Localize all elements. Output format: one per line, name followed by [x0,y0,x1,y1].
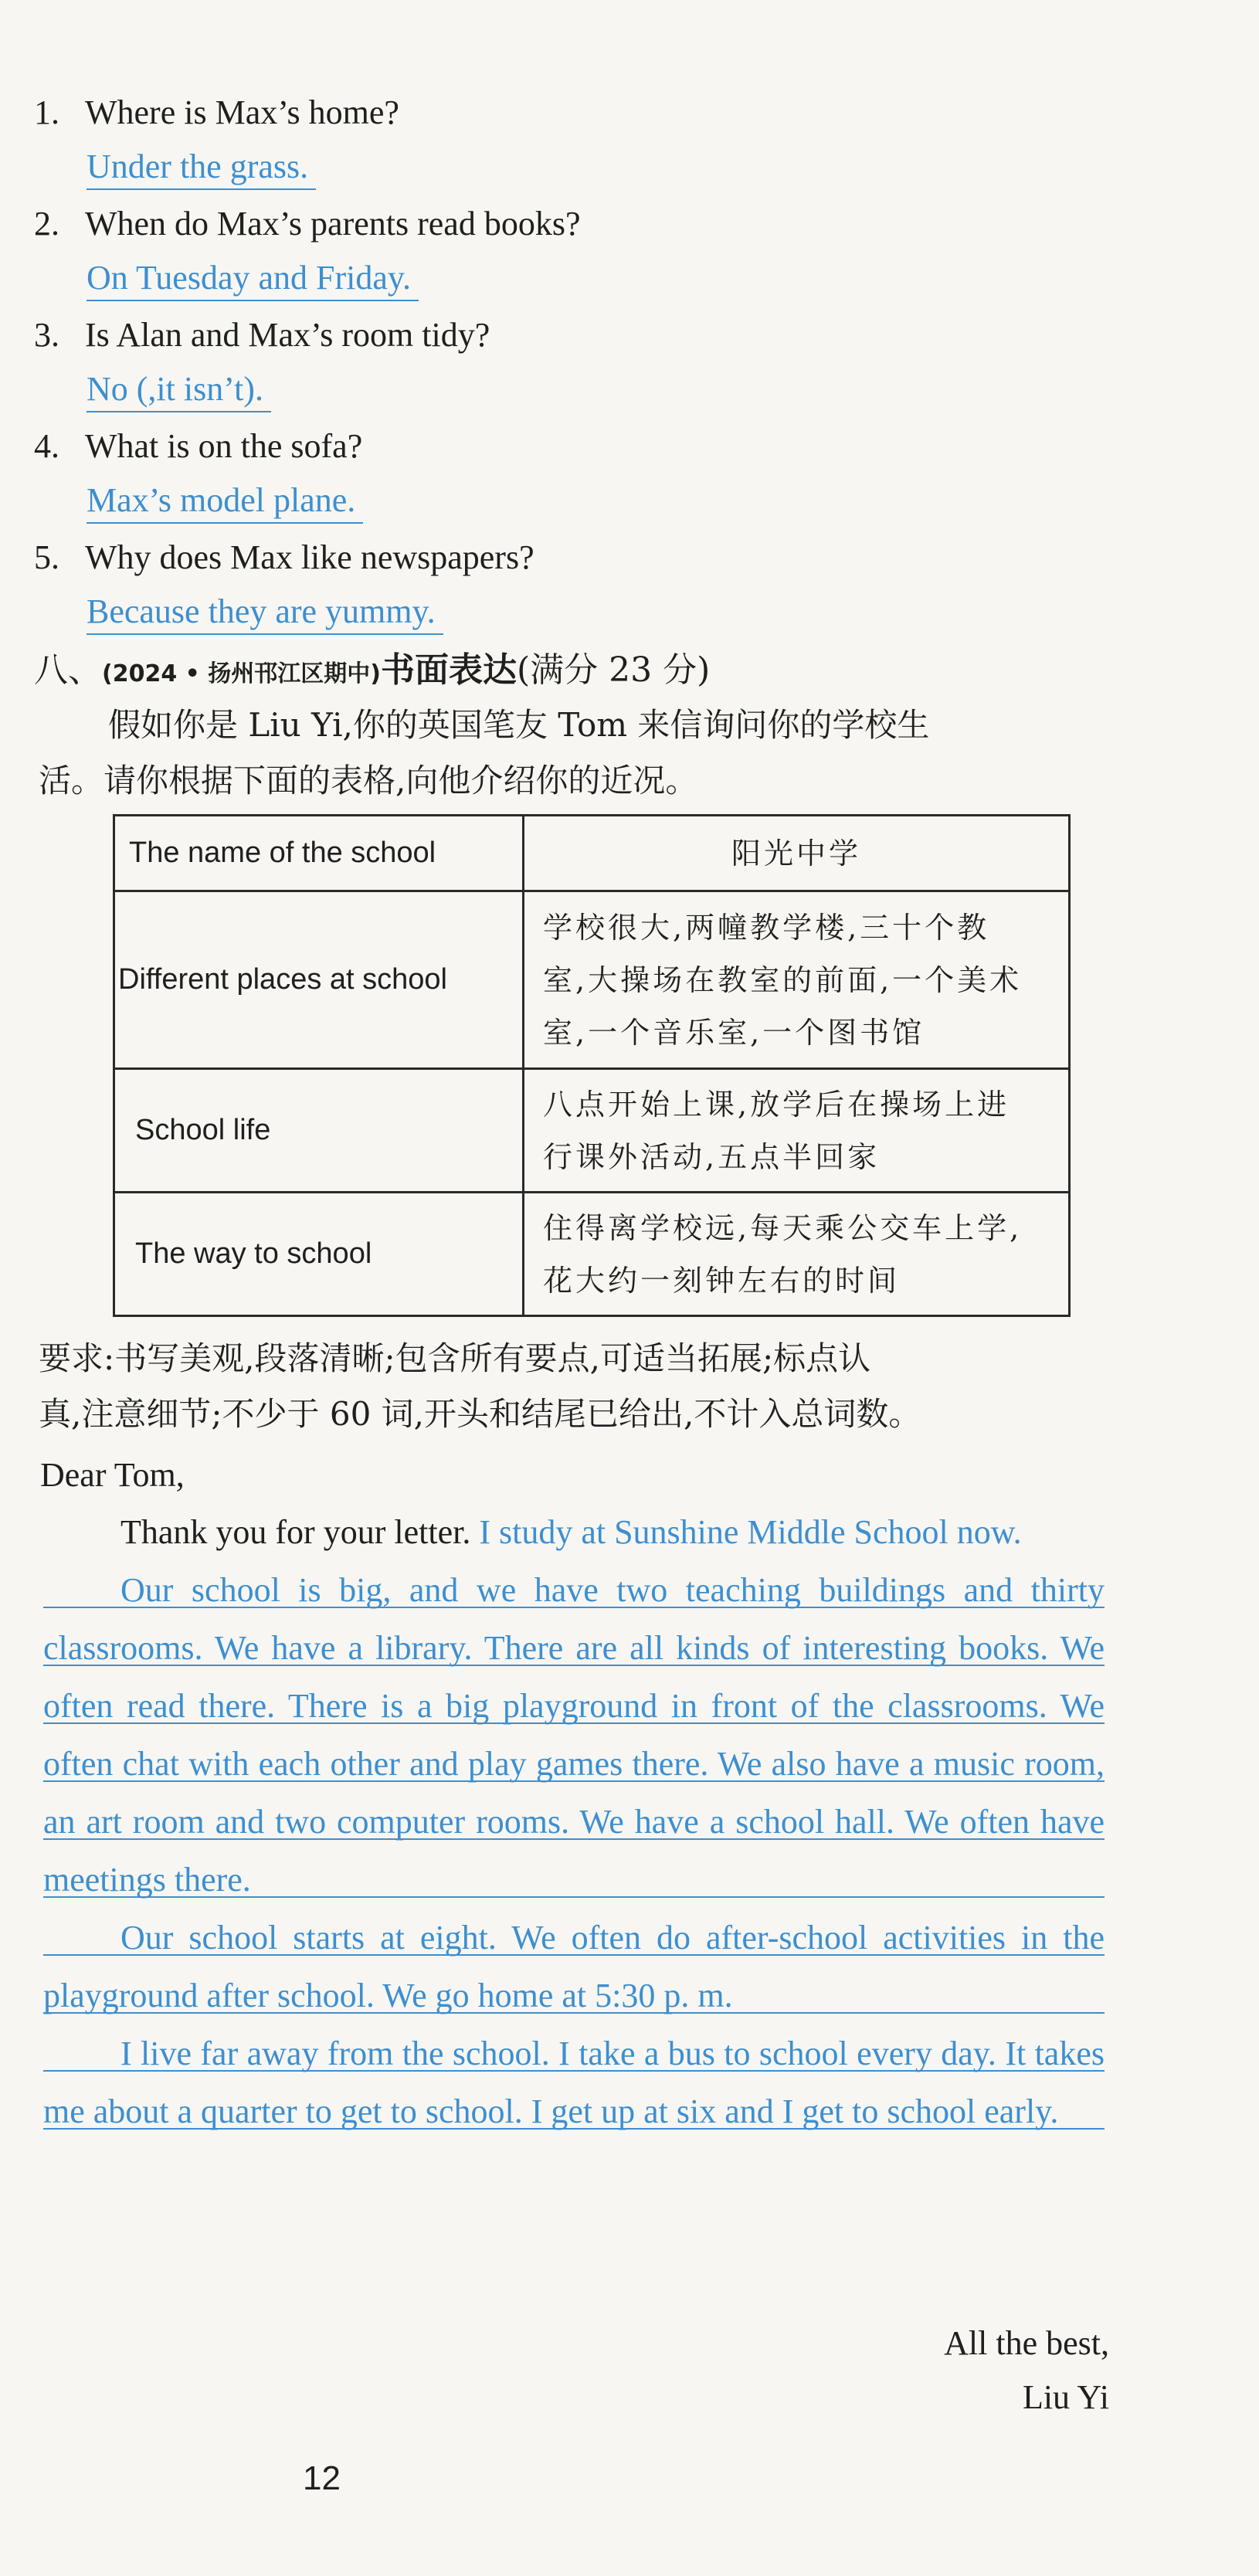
table-row [114,816,1070,891]
table-key: The way to school [114,1193,524,1316]
question-text: Why does Max like newspapers? [85,538,534,576]
answer-2: On Tuesday and Friday. [87,256,419,301]
question-2: 2. When do Max’s parents read books? [34,205,581,243]
answer-1: Under the grass. [87,145,316,190]
prompt-line-2: 活。请你根据下面的表格,向他介绍你的近况。 [39,762,698,799]
prompt-line-1: 假如你是 Liu Yi,你的英国笔友 Tom 来信询问你的学校生 [108,706,930,744]
table-value: 八点开始上课,放学后在操场上进 行课外活动,五点半回家 [524,1069,1070,1193]
question-text: When do Max’s parents read books? [85,205,581,243]
section-source: (2024 • 扬州邗江区期中) [102,660,381,687]
letter-greeting: Dear Tom, [40,1456,185,1494]
question-text: Is Alan and Max’s room tidy? [85,316,490,354]
table-value: 住得离学校远,每天乘公交车上学, 花大约一刻钟左右的时间 [524,1193,1070,1316]
table-key: The name of the school [114,816,524,891]
section-number: 八、 [34,650,102,690]
letter-signature: Liu Yi [1022,2378,1109,2416]
essay-body [43,1503,1105,2140]
question-5: 5. Why does Max like newspapers? [34,538,534,576]
school-info-table [113,814,1071,1317]
essay-paragraph-2: Our school is big, and we have two teaching buildings and thirty classrooms. We have a library. There are all kinds of interesting books. We often read there. There is a big playground in front of the classrooms. We often chat with each other and play games there. We also have a music room, an art room and two computer rooms. We have a school hall. We often have meetings there. [43,1561,1105,1909]
question-1: 1. Where is Max’s home? [34,93,399,131]
table-row [114,1193,1070,1316]
question-3: 3. Is Alan and Max’s room tidy? [34,316,490,354]
answer-5: Because they are yummy. [87,590,443,635]
table-key: School life [114,1069,524,1193]
table-row [114,891,1070,1069]
question-4: 4. What is on the sofa? [34,427,363,465]
question-text: What is on the sofa? [85,427,363,465]
answer-4: Max’s model plane. [87,479,363,524]
essay-paragraph-3: Our school starts at eight. We often do after-school activities in the playground after school. We go home at 5:30 p. m. [43,1909,1105,2024]
question-text: Where is Max’s home? [85,93,399,131]
essay-paragraph-4: I live far away from the school. I take a bus to school every day. It takes me about a quarter to get to school. I get up at six and I get to school early. [43,2024,1105,2140]
table-row [114,1069,1070,1193]
essay-paragraph-1 [43,1503,1105,1561]
table-value: 学校很大,两幢教学楼,三十个教 室,大操场在教室的前面,一个美术 室,一个音乐室,一个图书馆 [524,891,1070,1069]
letter-closing: All the best, [944,2324,1109,2362]
letter-opening: Thank you for your letter. [120,1513,471,1551]
essay-answer-1: I study at Sunshine Middle School now. [479,1513,1022,1551]
answer-3: No (,it isn’t). [87,368,271,412]
section-heading [34,647,710,697]
requirements-line-1: 要求:书写美观,段落清晰;包含所有要点,可适当拓展;标点认 [39,1339,871,1377]
requirements-line-2: 真,注意细节;不少于 60 词,开头和结尾已给出,不计入总词数。 [39,1395,921,1433]
section-score: (满分 23 分) [516,650,711,690]
section-title: 书面表达 [380,650,517,690]
table-key: Different places at school [114,891,524,1069]
table-value: 阳光中学 [524,816,1070,891]
page-number: 12 [303,2459,341,2497]
